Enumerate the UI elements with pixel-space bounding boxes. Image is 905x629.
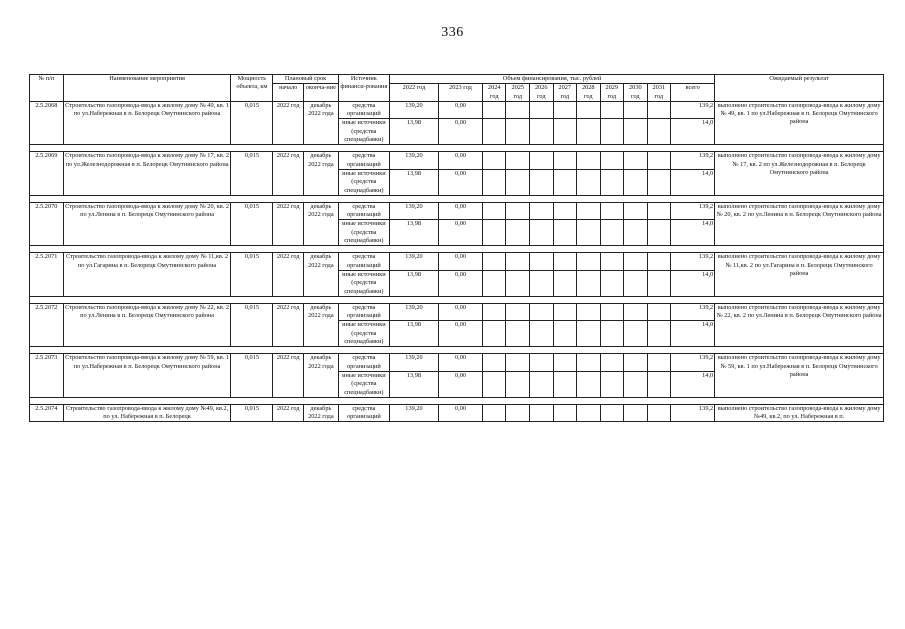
empty-year-cell xyxy=(577,152,601,170)
header-capacity: Мощность объекта, км xyxy=(231,75,273,102)
header-2030: 2030 год xyxy=(624,84,648,102)
empty-year-cell xyxy=(506,354,530,372)
value-2023: 0,00 xyxy=(439,202,483,220)
empty-year-cell xyxy=(647,220,671,246)
spacer-row xyxy=(30,145,884,152)
empty-year-cell xyxy=(577,119,601,145)
header-end: оконча-ние xyxy=(304,84,339,102)
funding-table xyxy=(29,74,884,422)
empty-year-cell xyxy=(530,270,554,296)
capacity-value: 0,015 xyxy=(231,101,273,144)
empty-year-cell xyxy=(600,169,624,195)
value-2023: 0,00 xyxy=(439,152,483,170)
empty-year-cell xyxy=(577,253,601,271)
empty-year-cell xyxy=(530,354,554,372)
value-total: 14,0 xyxy=(671,321,715,347)
empty-year-cell xyxy=(553,321,577,347)
empty-year-cell xyxy=(577,303,601,321)
spacer-cell xyxy=(30,195,884,202)
empty-year-cell xyxy=(647,119,671,145)
empty-year-cell xyxy=(506,253,530,271)
empty-year-cell xyxy=(482,354,506,372)
empty-year-cell xyxy=(624,119,648,145)
table-body xyxy=(30,101,884,422)
empty-year-cell xyxy=(530,404,554,422)
empty-year-cell xyxy=(647,303,671,321)
header-source: Источник финанси-рования xyxy=(338,75,389,102)
empty-year-cell xyxy=(506,169,530,195)
value-total: 14,0 xyxy=(671,220,715,246)
empty-year-cell xyxy=(577,354,601,372)
empty-year-cell xyxy=(530,101,554,119)
expected-result: выполнено строительство газопровода-ввода к жилому дому №49, кв.2, по ул. Набережная в п. xyxy=(715,404,884,422)
empty-year-cell xyxy=(530,119,554,145)
table-row xyxy=(30,101,884,119)
empty-year-cell xyxy=(553,253,577,271)
end-date: декабрь 2022 года xyxy=(304,202,339,245)
empty-year-cell xyxy=(624,169,648,195)
funding-source: иные источники (средства спецнадбавки) xyxy=(338,169,389,195)
empty-year-cell xyxy=(553,270,577,296)
spacer-cell xyxy=(30,246,884,253)
measure-name: Строительство газопровода-ввода к жилому дому № 49, кв. 1 по ул.Набережная в п. Белорецк Омутнинского района xyxy=(63,101,231,144)
value-2023: 0,00 xyxy=(439,303,483,321)
table-row xyxy=(30,202,884,220)
row-number: 2.5.2069 xyxy=(30,152,64,195)
value-2022: 139,20 xyxy=(389,404,438,422)
measure-name: Строительство газопровода-ввода к жилому дому № 59, кв. 1 по ул.Набережная в п. Белорецк Омутнинского района xyxy=(63,354,231,397)
empty-year-cell xyxy=(482,101,506,119)
spacer-row xyxy=(30,397,884,404)
empty-year-cell xyxy=(647,101,671,119)
start-date: 2022 год xyxy=(273,354,304,397)
empty-year-cell xyxy=(577,404,601,422)
expected-result: выполнено строительство газопровода-ввода к жилому дому № 49, кв. 1 по ул.Набережная в п. Белорецк Омутнинского района xyxy=(715,101,884,144)
spacer-cell xyxy=(30,145,884,152)
capacity-value: 0,015 xyxy=(231,354,273,397)
empty-year-cell xyxy=(647,321,671,347)
value-2023: 0,00 xyxy=(439,169,483,195)
spacer-row xyxy=(30,296,884,303)
empty-year-cell xyxy=(600,270,624,296)
value-2022: 13,98 xyxy=(389,220,438,246)
value-2023: 0,00 xyxy=(439,253,483,271)
funding-source: средства организаций xyxy=(338,253,389,271)
value-2022: 13,98 xyxy=(389,371,438,397)
value-2022: 13,98 xyxy=(389,169,438,195)
spacer-cell xyxy=(30,397,884,404)
empty-year-cell xyxy=(647,270,671,296)
start-date: 2022 год xyxy=(273,101,304,144)
header-result: Ожидаемый результат xyxy=(715,75,884,102)
header-2031: 2031 год xyxy=(647,84,671,102)
empty-year-cell xyxy=(530,169,554,195)
header-plan-term: Плановый срок xyxy=(273,75,338,84)
value-total: 139,2 xyxy=(671,404,715,422)
end-date: декабрь 2022 года xyxy=(304,152,339,195)
value-total: 14,0 xyxy=(671,119,715,145)
empty-year-cell xyxy=(482,371,506,397)
start-date: 2022 год xyxy=(273,303,304,346)
spacer-row xyxy=(30,195,884,202)
value-total: 14,0 xyxy=(671,169,715,195)
value-2022: 13,98 xyxy=(389,270,438,296)
empty-year-cell xyxy=(553,303,577,321)
empty-year-cell xyxy=(624,152,648,170)
empty-year-cell xyxy=(577,202,601,220)
row-number: 2.5.2073 xyxy=(30,354,64,397)
spacer-cell xyxy=(30,296,884,303)
empty-year-cell xyxy=(600,101,624,119)
empty-year-cell xyxy=(506,404,530,422)
empty-year-cell xyxy=(624,220,648,246)
empty-year-cell xyxy=(530,303,554,321)
empty-year-cell xyxy=(530,253,554,271)
end-date: декабрь 2022 года xyxy=(304,354,339,397)
empty-year-cell xyxy=(553,371,577,397)
row-number: 2.5.2071 xyxy=(30,253,64,296)
empty-year-cell xyxy=(600,321,624,347)
row-number: 2.5.2070 xyxy=(30,202,64,245)
header-2029: 2029 год xyxy=(600,84,624,102)
value-2023: 0,00 xyxy=(439,270,483,296)
empty-year-cell xyxy=(624,202,648,220)
empty-year-cell xyxy=(530,321,554,347)
capacity-value: 0,015 xyxy=(231,202,273,245)
empty-year-cell xyxy=(647,152,671,170)
measure-name: Строительство газопровода-ввода к жилому дому №49, кв.2, по ул. Набережная в п. Белорецк xyxy=(63,404,231,422)
header-2028: 2028 год xyxy=(577,84,601,102)
empty-year-cell xyxy=(530,152,554,170)
row-number: 2.5.2068 xyxy=(30,101,64,144)
capacity-value: 0,015 xyxy=(231,253,273,296)
value-2022: 139,20 xyxy=(389,202,438,220)
empty-year-cell xyxy=(647,354,671,372)
empty-year-cell xyxy=(624,404,648,422)
measure-name: Строительство газопровода-ввода к жилому дому № 20, кв. 2 по ул.Ленина в п. Белорецк Омутнинского района xyxy=(63,202,231,245)
table-row xyxy=(30,303,884,321)
capacity-value: 0,015 xyxy=(231,152,273,195)
expected-result: выполнено строительство газопровода-ввода к жилому дому № 22, кв. 2 по ул.Ленина в п. Белорецк Омутнинского района xyxy=(715,303,884,346)
empty-year-cell xyxy=(600,303,624,321)
empty-year-cell xyxy=(482,220,506,246)
measure-name: Строительство газопровода-ввода к жилому дому № 17, кв. 2 по ул.Железнодорожная в п. Белорецк Омутнинского района xyxy=(63,152,231,195)
row-number: 2.5.2074 xyxy=(30,404,64,422)
spacer-cell xyxy=(30,347,884,354)
value-total: 14,0 xyxy=(671,270,715,296)
empty-year-cell xyxy=(624,354,648,372)
empty-year-cell xyxy=(600,404,624,422)
empty-year-cell xyxy=(482,303,506,321)
value-2022: 139,20 xyxy=(389,152,438,170)
funding-source: иные источники (средства спецнадбавки) xyxy=(338,220,389,246)
empty-year-cell xyxy=(482,152,506,170)
value-total: 139,2 xyxy=(671,202,715,220)
expected-result: выполнено строительство газопровода-ввода к жилому дому № 11,кв. 2 по ул.Гагарина в п. Белорецк Омутнинского района xyxy=(715,253,884,296)
empty-year-cell xyxy=(624,270,648,296)
empty-year-cell xyxy=(506,101,530,119)
empty-year-cell xyxy=(506,119,530,145)
empty-year-cell xyxy=(600,253,624,271)
empty-year-cell xyxy=(624,303,648,321)
start-date: 2022 год xyxy=(273,152,304,195)
funding-source: иные источники (средства спецнадбавки) xyxy=(338,119,389,145)
funding-source: средства организаций xyxy=(338,202,389,220)
empty-year-cell xyxy=(600,220,624,246)
funding-source: средства организаций xyxy=(338,354,389,372)
empty-year-cell xyxy=(624,101,648,119)
start-date: 2022 год xyxy=(273,202,304,245)
value-2023: 0,00 xyxy=(439,101,483,119)
end-date: декабрь 2022 года xyxy=(304,101,339,144)
end-date: декабрь 2022 года xyxy=(304,303,339,346)
empty-year-cell xyxy=(600,152,624,170)
value-2023: 0,00 xyxy=(439,119,483,145)
spacer-row xyxy=(30,246,884,253)
empty-year-cell xyxy=(506,371,530,397)
empty-year-cell xyxy=(553,202,577,220)
header-start: начало xyxy=(273,84,304,102)
table-row xyxy=(30,152,884,170)
empty-year-cell xyxy=(482,253,506,271)
funding-source: средства организаций xyxy=(338,152,389,170)
empty-year-cell xyxy=(577,169,601,195)
table-row xyxy=(30,354,884,372)
table-row xyxy=(30,253,884,271)
header-2024: 2024 год xyxy=(482,84,506,102)
empty-year-cell xyxy=(600,371,624,397)
row-number: 2.5.2072 xyxy=(30,303,64,346)
value-2022: 139,20 xyxy=(389,101,438,119)
empty-year-cell xyxy=(553,152,577,170)
header-funding: Объем финансирования, тыс. рублей xyxy=(389,75,714,84)
empty-year-cell xyxy=(647,169,671,195)
funding-source: иные источники (средства спецнадбавки) xyxy=(338,371,389,397)
value-2023: 0,00 xyxy=(439,371,483,397)
value-2022: 13,98 xyxy=(389,119,438,145)
start-date: 2022 год xyxy=(273,253,304,296)
funding-source: иные источники (средства спецнадбавки) xyxy=(338,321,389,347)
header-name: Наименование мероприятия xyxy=(63,75,231,102)
empty-year-cell xyxy=(553,101,577,119)
empty-year-cell xyxy=(647,404,671,422)
measure-name: Строительство газопровода-ввода к жилому дому № 22, кв. 2 по ул.Ленина в п. Белорецк Омутнинского района xyxy=(63,303,231,346)
value-total: 139,2 xyxy=(671,303,715,321)
empty-year-cell xyxy=(624,253,648,271)
funding-source: средства организаций xyxy=(338,404,389,422)
empty-year-cell xyxy=(647,253,671,271)
funding-source: средства организаций xyxy=(338,303,389,321)
header-2027: 2027 год xyxy=(553,84,577,102)
empty-year-cell xyxy=(553,169,577,195)
header-2023: 2023 год xyxy=(439,84,483,102)
table-row xyxy=(30,404,884,422)
empty-year-cell xyxy=(577,270,601,296)
end-date: декабрь 2022 года xyxy=(304,253,339,296)
empty-year-cell xyxy=(624,371,648,397)
empty-year-cell xyxy=(482,270,506,296)
empty-year-cell xyxy=(600,119,624,145)
empty-year-cell xyxy=(506,321,530,347)
funding-source: иные источники (средства спецнадбавки) xyxy=(338,270,389,296)
empty-year-cell xyxy=(577,371,601,397)
empty-year-cell xyxy=(600,354,624,372)
value-total: 139,2 xyxy=(671,354,715,372)
end-date: декабрь 2022 года xyxy=(304,404,339,422)
capacity-value: 0,015 xyxy=(231,303,273,346)
header-2025: 2025 год xyxy=(506,84,530,102)
expected-result: выполнено строительство газопровода-ввода к жилому дому № 20, кв. 2 по ул.Ленина в п. Белорецк Омутнинского района xyxy=(715,202,884,245)
empty-year-cell xyxy=(482,321,506,347)
table-header xyxy=(30,75,884,102)
measure-name: Строительство газопровода-ввода к жилому дому № 11,кв. 2 по ул.Гагарина в п. Белорецк Омутнинского района xyxy=(63,253,231,296)
empty-year-cell xyxy=(482,169,506,195)
empty-year-cell xyxy=(530,220,554,246)
empty-year-cell xyxy=(553,119,577,145)
spacer-row xyxy=(30,347,884,354)
empty-year-cell xyxy=(647,202,671,220)
value-total: 139,2 xyxy=(671,152,715,170)
value-2022: 139,20 xyxy=(389,354,438,372)
empty-year-cell xyxy=(530,371,554,397)
empty-year-cell xyxy=(482,119,506,145)
empty-year-cell xyxy=(577,101,601,119)
header-2022: 2022 год xyxy=(389,84,438,102)
header-num: № п/п xyxy=(30,75,64,102)
header-2026: 2026 год xyxy=(530,84,554,102)
empty-year-cell xyxy=(647,371,671,397)
empty-year-cell xyxy=(506,202,530,220)
empty-year-cell xyxy=(482,404,506,422)
empty-year-cell xyxy=(553,404,577,422)
expected-result: выполнено строительство газопровода-ввода к жилому дому № 59, кв. 1 по ул.Набережная в п. Белорецк Омутнинского района xyxy=(715,354,884,397)
empty-year-cell xyxy=(577,220,601,246)
value-2022: 139,20 xyxy=(389,253,438,271)
empty-year-cell xyxy=(530,202,554,220)
empty-year-cell xyxy=(506,270,530,296)
empty-year-cell xyxy=(506,303,530,321)
value-total: 14,0 xyxy=(671,371,715,397)
expected-result: выполнено строительство газопровода-ввода к жилому дому № 17, кв. 2 по ул.Железнодорожная в п. Белорецк Омутнинского района xyxy=(715,152,884,195)
empty-year-cell xyxy=(482,202,506,220)
value-2022: 13,98 xyxy=(389,321,438,347)
empty-year-cell xyxy=(506,152,530,170)
value-2023: 0,00 xyxy=(439,354,483,372)
funding-source: средства организаций xyxy=(338,101,389,119)
page-number: 336 xyxy=(441,25,464,40)
empty-year-cell xyxy=(506,220,530,246)
header-total: всего xyxy=(671,84,715,102)
empty-year-cell xyxy=(624,321,648,347)
value-total: 139,2 xyxy=(671,253,715,271)
value-2023: 0,00 xyxy=(439,220,483,246)
empty-year-cell xyxy=(600,202,624,220)
value-2023: 0,00 xyxy=(439,321,483,347)
start-date: 2022 год xyxy=(273,404,304,422)
empty-year-cell xyxy=(553,354,577,372)
empty-year-cell xyxy=(577,321,601,347)
empty-year-cell xyxy=(553,220,577,246)
value-2022: 139,20 xyxy=(389,303,438,321)
capacity-value: 0,015 xyxy=(231,404,273,422)
value-total: 139,2 xyxy=(671,101,715,119)
value-2023: 0,00 xyxy=(439,404,483,422)
